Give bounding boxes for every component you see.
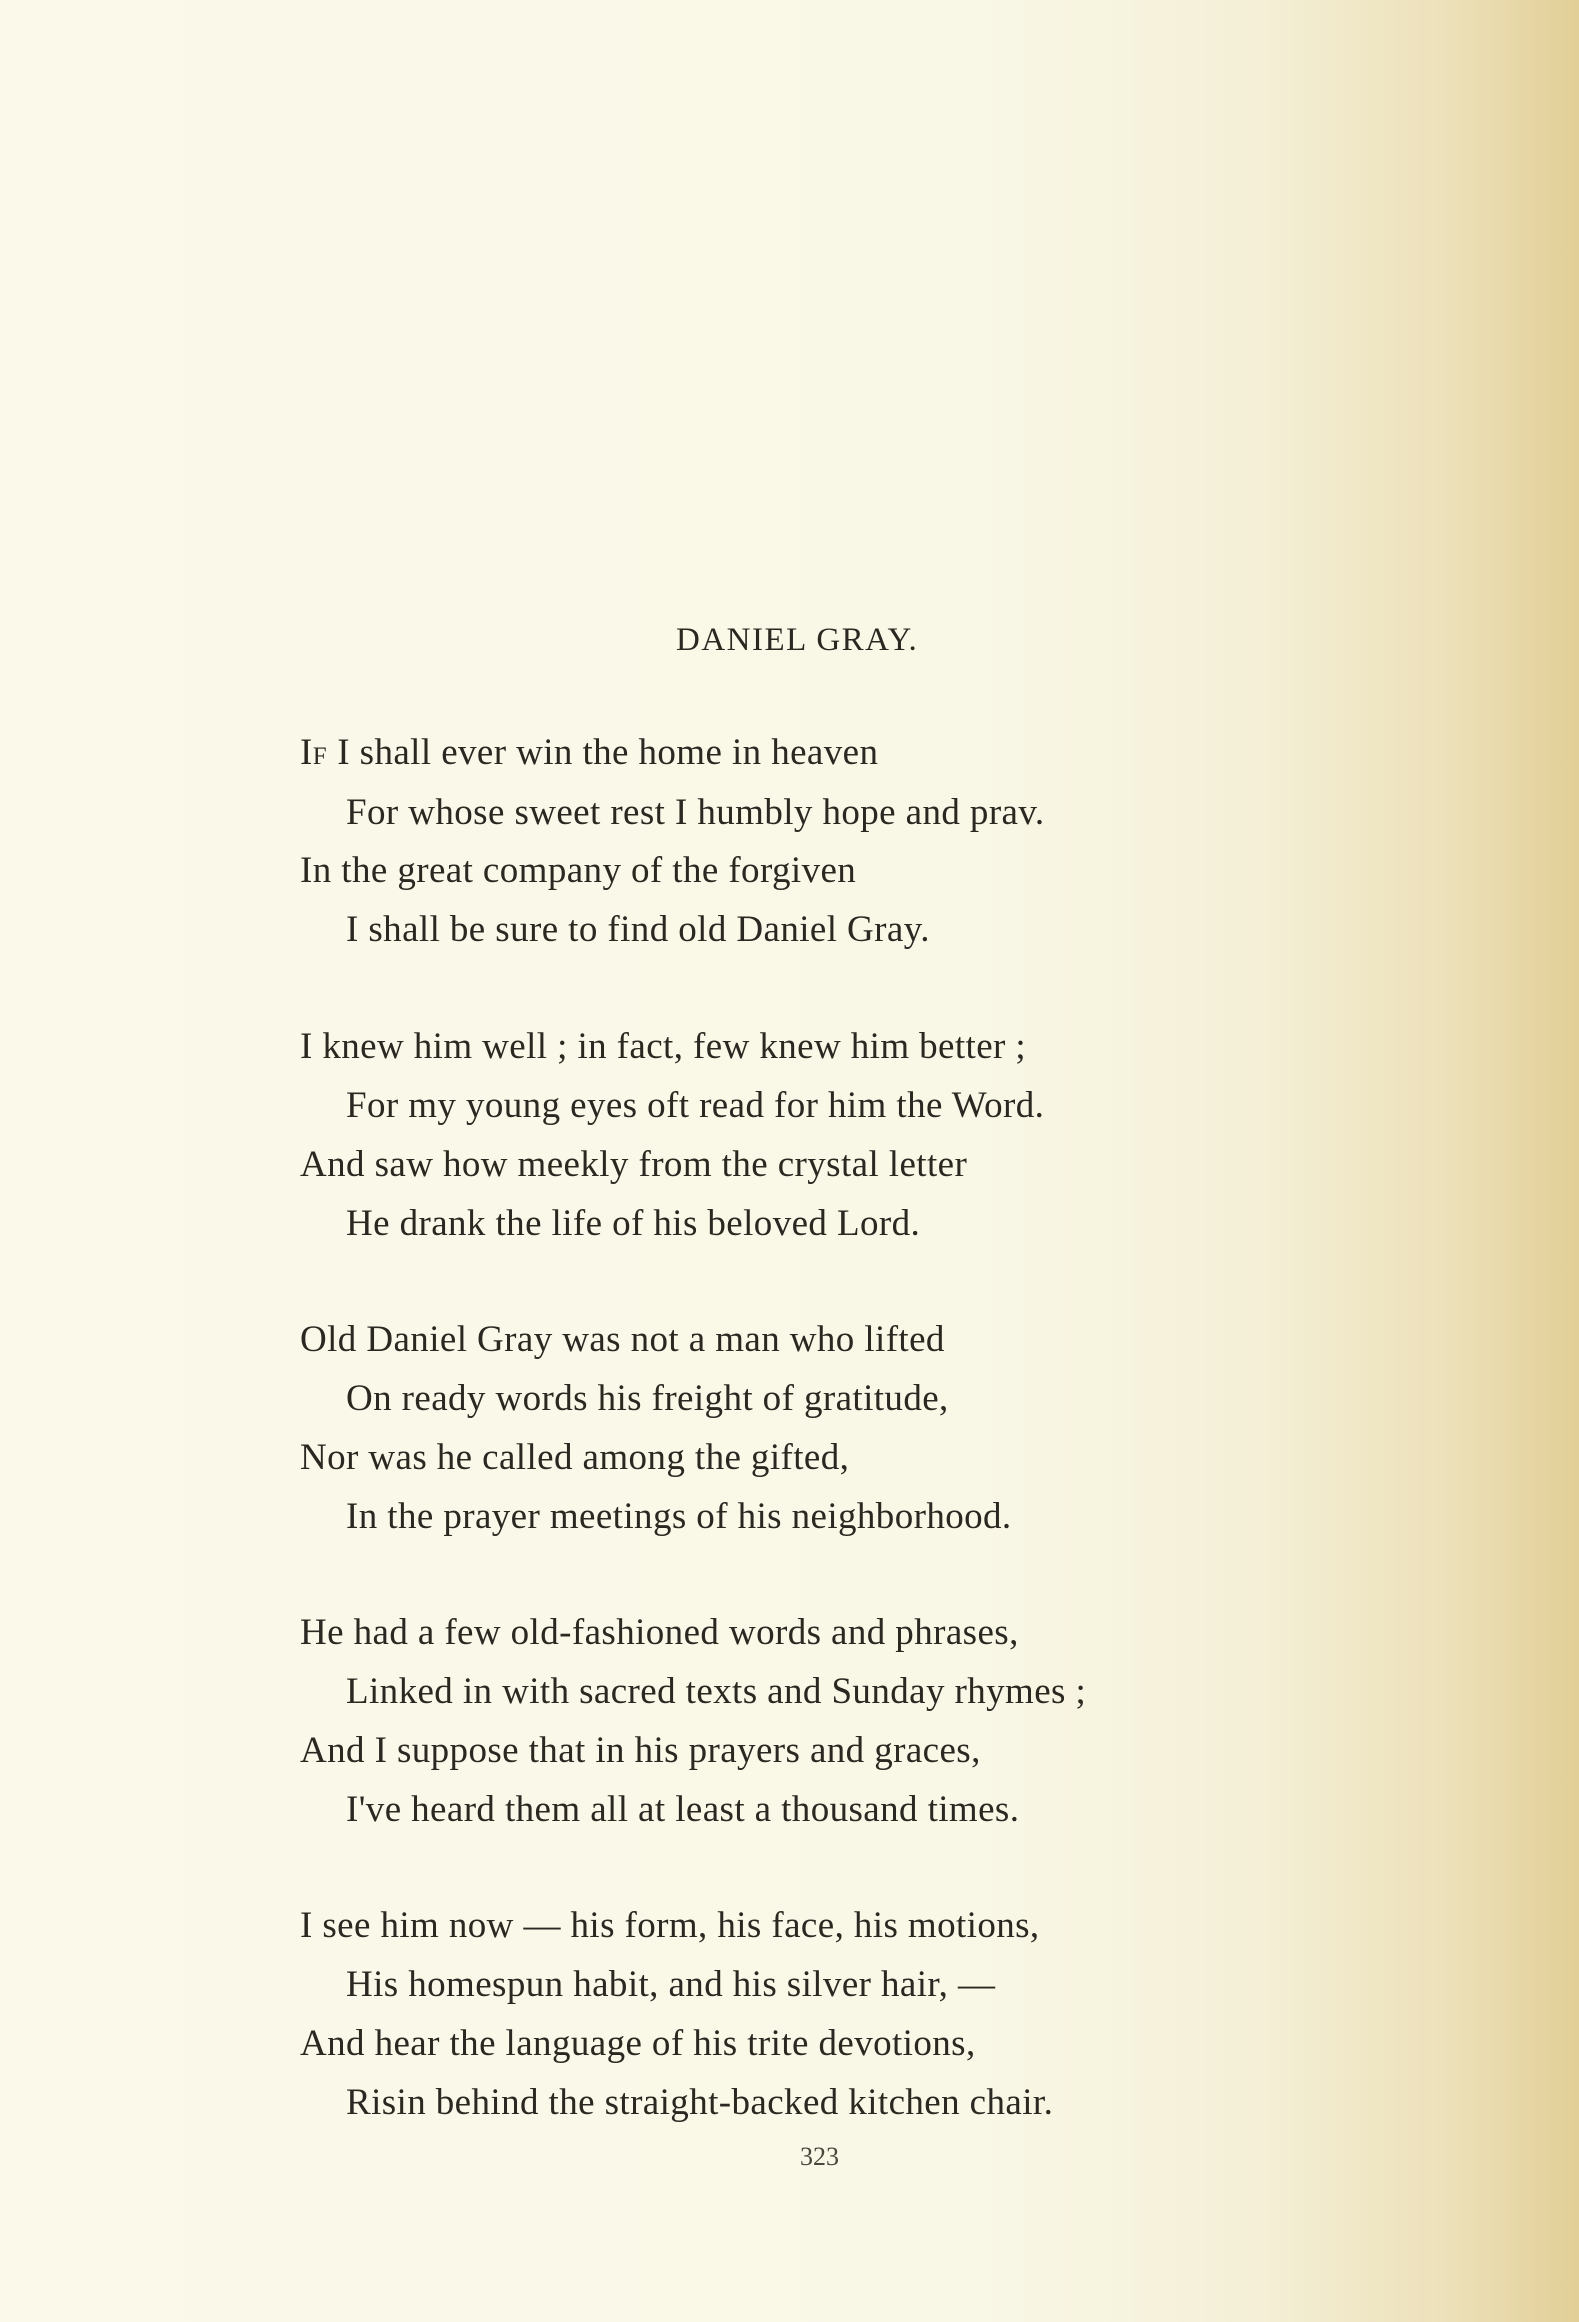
line-text: I shall ever win the home in heaven — [327, 732, 879, 773]
poem-line: And saw how meekly from the crystal letter — [300, 1144, 968, 1185]
poem-line: He drank the life of his beloved Lord. — [346, 1203, 921, 1244]
poem-line: His homespun habit, and his silver hair, — — [346, 1964, 996, 2005]
poem-line: In the great company of the forgiven — [300, 850, 857, 891]
poem-line: And hear the language of his trite devotions, — [300, 2023, 976, 2064]
poem-line: In the prayer meetings of his neighborhood. — [346, 1496, 1012, 1537]
poem-title: DANIEL GRAY. — [676, 622, 919, 658]
poem-line: I shall be sure to find old Daniel Gray. — [346, 909, 930, 950]
poem-line: He had a few old-fashioned words and phrases, — [300, 1612, 1019, 1653]
drop-initial: I — [300, 732, 313, 773]
poem-line: For whose sweet rest I humbly hope and prav. — [346, 792, 1045, 833]
poem-line: For my young eyes oft read for him the Word. — [346, 1085, 1045, 1126]
poem-line: Nor was he called among the gifted, — [300, 1437, 850, 1478]
poem-line: Linked in with sacred texts and Sunday rhymes ; — [346, 1671, 1087, 1712]
poem-line: Risin behind the straight-backed kitchen chair. — [346, 2082, 1054, 2123]
poem-line: I knew him well ; in fact, few knew him better ; — [300, 1026, 1027, 1067]
poem-line: I've heard them all at least a thousand times. — [346, 1789, 1020, 1830]
poem-line: On ready words his freight of gratitude, — [346, 1378, 949, 1419]
page-number: 323 — [800, 2142, 839, 2171]
poem-line: Old Daniel Gray was not a man who lifted — [300, 1319, 945, 1360]
poem-line: I see him now — his form, his face, his motions, — [300, 1905, 1040, 1946]
poem-line — [300, 731, 878, 779]
poem-line: And I suppose that in his prayers and graces, — [300, 1730, 981, 1771]
small-caps-letter: F — [312, 743, 328, 770]
